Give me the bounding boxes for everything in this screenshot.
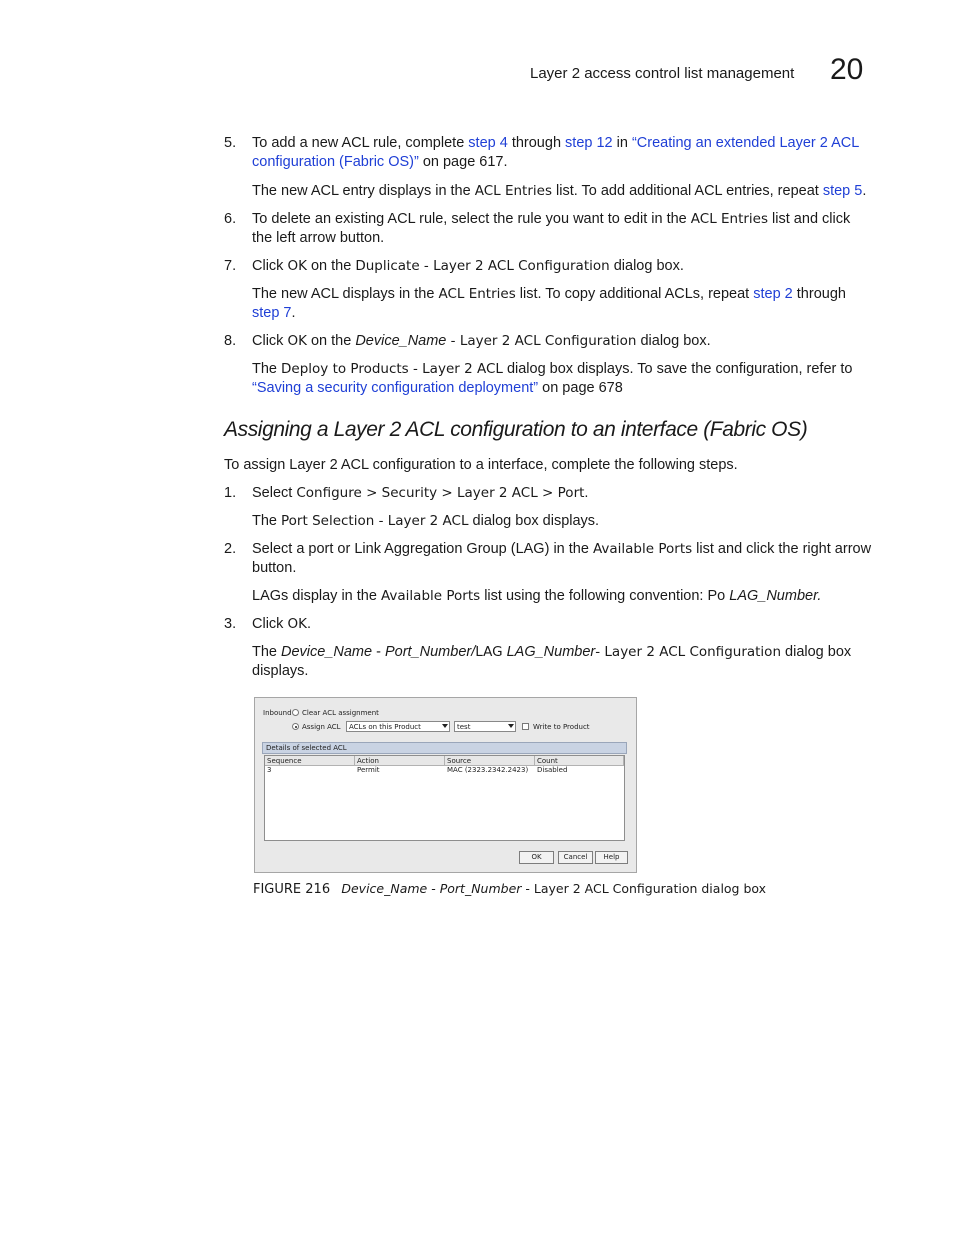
note-text: on page 678 — [538, 380, 623, 396]
note-text: dialog box displays. — [468, 513, 600, 529]
acl-name-select[interactable] — [454, 721, 516, 732]
column-header-source[interactable]: Source — [445, 756, 535, 766]
details-panel-title: Details of selected ACL — [266, 744, 347, 752]
link-creating-extended-acl[interactable]: “Creating an extended Layer 2 ACL — [631, 135, 860, 151]
step-number: 6. — [224, 211, 237, 227]
clear-acl-label: Clear ACL assignment — [302, 709, 379, 717]
note-text: . — [862, 183, 867, 199]
variable-text: Port_Number/ — [384, 644, 476, 660]
step-1-note — [252, 512, 877, 531]
acl-source-select[interactable] — [346, 721, 450, 732]
ui-term: OK — [287, 258, 307, 274]
inbound-label: Inbound — [263, 709, 292, 717]
ui-term: ACL Entries — [474, 183, 552, 199]
caption-variable: Device_Name — [341, 881, 428, 896]
step-text: Click — [252, 616, 288, 632]
caption-text: - Layer 2 ACL Configuration dialog box — [521, 881, 767, 896]
note-text: through — [792, 286, 846, 302]
note-text: displays. — [252, 663, 309, 679]
step-text: through — [507, 135, 566, 151]
step-text: button. — [252, 560, 297, 576]
note-text: The — [252, 361, 282, 377]
step-text: on the — [306, 333, 356, 349]
figure-caption — [253, 881, 766, 897]
link-creating-extended-acl-cont[interactable]: configuration (Fabric OS)” — [252, 154, 419, 170]
step-text: list and click — [768, 211, 851, 227]
details-panel-header — [262, 742, 627, 754]
variable-text: LAG_Number. — [729, 588, 822, 604]
step-8 — [224, 332, 874, 351]
section-heading: Assigning a Layer 2 ACL configuration to an interface (Fabric OS) — [224, 418, 808, 441]
note-text: The new ACL entry displays in the — [252, 183, 475, 199]
ui-term: - Layer 2 ACL Configuration — [595, 644, 781, 660]
column-header-action[interactable]: Action — [355, 756, 445, 766]
note-text: The — [252, 513, 282, 529]
step-number: 8. — [224, 333, 237, 349]
write-to-product-checkbox[interactable] — [522, 723, 529, 730]
write-to-product-label: Write to Product — [533, 723, 590, 731]
cancel-button[interactable]: Cancel — [558, 851, 593, 864]
note-text: list. To add additional ACL entries, repeat — [551, 183, 823, 199]
ui-term: Duplicate - Layer 2 ACL Configuration — [355, 258, 610, 274]
ui-term: ACL Entries — [438, 286, 516, 302]
step-number: 3. — [224, 616, 237, 632]
step-7 — [224, 257, 874, 276]
variable-text: Device_Name — [355, 333, 447, 349]
column-header-count[interactable]: Count — [535, 756, 624, 766]
step-text: To add a new ACL rule, complete — [252, 135, 469, 151]
ui-term: - Layer 2 ACL Configuration — [446, 333, 637, 349]
link-step-12[interactable]: step 12 — [565, 135, 613, 151]
note-text: LAGs display in the — [252, 588, 381, 604]
cell-source: MAC (2323.2342.2423) — [447, 766, 529, 774]
note-text: The new ACL displays in the — [252, 286, 439, 302]
step-8-note — [252, 360, 877, 398]
note-text: The — [252, 644, 282, 660]
step-text: on the — [306, 258, 356, 274]
ok-button[interactable]: OK — [519, 851, 554, 864]
step-text: . — [306, 616, 311, 632]
step-number: 2. — [224, 541, 237, 557]
step-5-note — [252, 182, 877, 201]
note-text: list. To copy additional ACLs, repeat — [515, 286, 754, 302]
ui-term: Configure > Security > Layer 2 ACL > Port — [296, 485, 585, 501]
step-2-note — [252, 587, 877, 606]
note-text: - — [372, 644, 385, 660]
section-intro: To assign Layer 2 ACL configuration to a interface, complete the following steps. — [224, 457, 738, 473]
assign-acl-label: Assign ACL — [302, 723, 341, 731]
step-3-note — [252, 643, 877, 681]
chapter-number: 20 — [830, 53, 864, 86]
running-header-title: Layer 2 access control list management — [530, 65, 795, 82]
note-text: dialog box — [781, 644, 852, 660]
step-5 — [224, 134, 874, 172]
step-2 — [224, 540, 874, 578]
acl-details-table — [264, 755, 625, 841]
link-saving-security-deployment[interactable]: “Saving a security configuration deployment” — [252, 380, 539, 396]
link-step-4[interactable]: step 4 — [468, 135, 508, 151]
step-text: the left arrow button. — [252, 230, 385, 246]
chevron-down-icon — [442, 724, 448, 728]
table-row[interactable] — [265, 766, 624, 776]
figure-label: FIGURE 216 — [253, 882, 331, 897]
link-step-5[interactable]: step 5 — [822, 183, 863, 199]
step-text: on page 617. — [418, 154, 508, 170]
step-number: 7. — [224, 258, 237, 274]
ui-term: LAG — [475, 644, 503, 660]
ui-term: OK — [287, 333, 307, 349]
ui-term: ACL Entries — [690, 211, 769, 227]
link-step-2[interactable]: step 2 — [753, 286, 793, 302]
step-7-note — [252, 285, 877, 323]
ui-term: OK — [287, 616, 307, 632]
step-text: To delete an existing ACL rule, select the rule you want to edit in the — [252, 211, 691, 227]
note-text: dialog box displays. To save the configuration, refer to — [502, 361, 853, 377]
chevron-down-icon — [508, 724, 514, 728]
acl-source-value: ACLs on this Product — [349, 723, 421, 731]
step-3 — [224, 615, 874, 634]
cell-action: Permit — [357, 766, 380, 774]
help-button[interactable]: Help — [595, 851, 628, 864]
step-text: dialog box. — [636, 333, 711, 349]
acl-name-value: test — [457, 723, 471, 731]
step-text: Click — [252, 258, 288, 274]
step-number: 1. — [224, 485, 237, 501]
acl-configuration-dialog — [254, 697, 637, 873]
step-text: Click — [252, 333, 288, 349]
ui-term: Port Selection - Layer 2 ACL — [281, 513, 469, 529]
step-text: . — [584, 485, 589, 501]
step-text: list and click the right arrow — [692, 541, 872, 557]
ui-term: Deploy to Products - Layer 2 ACL — [281, 361, 503, 377]
assign-acl-radio[interactable] — [292, 723, 299, 730]
link-step-7[interactable]: step 7 — [252, 305, 292, 321]
note-text: . — [291, 305, 296, 321]
note-text: list using the following convention: Po — [480, 588, 730, 604]
step-text: Select — [252, 485, 297, 501]
step-6 — [224, 210, 874, 248]
step-text: Select a port or Link Aggregation Group (LAG) in the — [252, 541, 593, 557]
clear-acl-radio[interactable] — [292, 709, 299, 716]
variable-text: LAG_Number — [506, 644, 596, 660]
caption-variable: Port_Number — [439, 881, 522, 896]
step-1 — [224, 484, 874, 503]
caption-text: - — [427, 881, 440, 896]
step-number: 5. — [224, 135, 237, 151]
variable-text: Device_Name — [281, 644, 373, 660]
cell-count: Disabled — [537, 766, 568, 774]
cell-sequence: 3 — [267, 766, 272, 774]
ui-term: Available Ports — [380, 588, 481, 604]
ui-term: Available Ports — [592, 541, 693, 557]
step-text: dialog box. — [609, 258, 684, 274]
step-text: in — [612, 135, 632, 151]
column-header-sequence[interactable]: Sequence — [265, 756, 355, 766]
